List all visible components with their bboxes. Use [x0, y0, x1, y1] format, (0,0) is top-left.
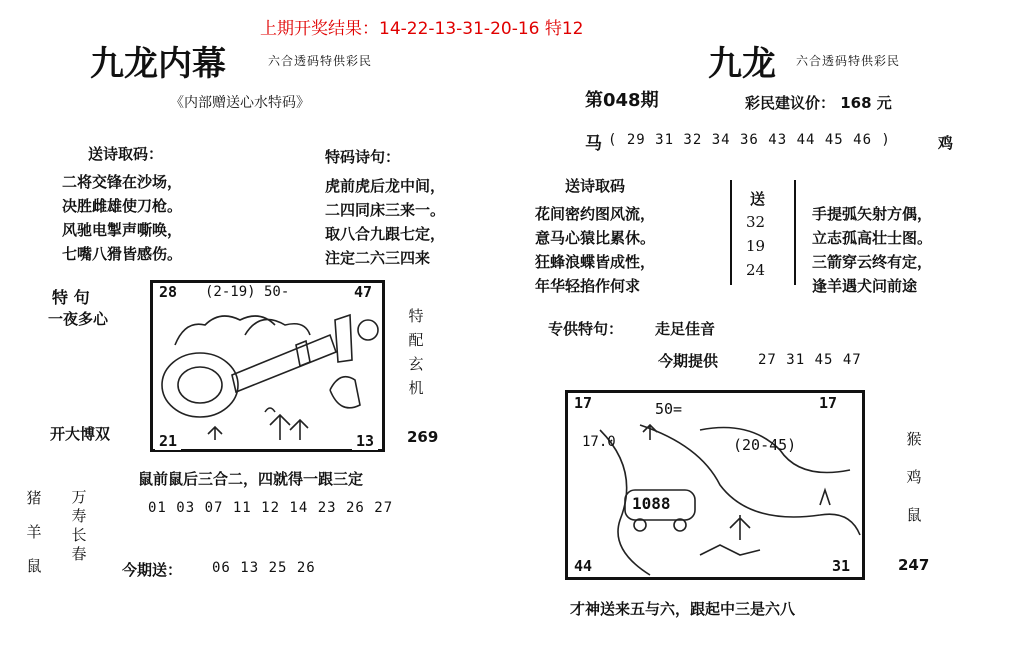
right-zodiac-item: 鼠	[906, 506, 922, 524]
right-today-numbers: 27 31 45 47	[758, 352, 862, 368]
right-poem2-line: 立志孤高壮士图。	[812, 229, 933, 247]
left-special-line: 取八合九跟七定，	[325, 225, 446, 243]
left-zodiac-item: 鼠	[26, 557, 42, 575]
right-zodiac-vertical	[905, 420, 923, 534]
left-special-line: 二四同床三来一。	[325, 201, 446, 219]
left-box-corner-br: 13	[352, 432, 378, 450]
left-today-label: 今期送：	[122, 561, 183, 579]
left-te-ju-text: 一夜多心	[48, 310, 109, 328]
left-title: 九龙内幕	[90, 44, 226, 84]
left-box-corner-bl: 21	[155, 432, 181, 450]
left-box-corner-tr: 47	[350, 283, 376, 301]
right-poem2	[812, 202, 932, 298]
left-poem-line: 七嘴八猾皆感伤。	[62, 245, 183, 263]
right-poem-heading: 送诗取码	[565, 177, 626, 195]
right-poem-line: 花间密约图风流，	[535, 205, 656, 223]
left-wanshou: 万寿长春	[71, 488, 87, 563]
right-poem2-line: 逢羊遇犬问前途	[812, 277, 918, 295]
right-subtitle: 六合透码特供彩民	[796, 54, 901, 68]
right-poem	[535, 202, 655, 298]
right-today-label: 今期提供	[658, 352, 719, 370]
left-zodiac-vertical	[25, 481, 43, 583]
left-te-ju-label: 特 句	[52, 288, 90, 307]
right-box-scribble-3: 17.0	[582, 434, 616, 450]
right-box-corner-tl: 17	[570, 394, 596, 412]
right-picture-box	[565, 390, 865, 580]
left-zodiac-item: 猪	[26, 489, 42, 507]
left-side-vertical: 特配玄机	[408, 307, 424, 397]
right-box-corner-br: 31	[828, 557, 854, 575]
left-special-heading: 特码诗句：	[325, 148, 401, 166]
left-rat-line: 鼠前鼠后三合二，四就得一跟三定	[138, 470, 364, 488]
right-box-corner-tr: 17	[815, 394, 841, 412]
right-box-corner-bl: 44	[570, 557, 596, 575]
right-box-car-number: 1088	[632, 494, 671, 513]
right-song-number: 24	[746, 261, 766, 279]
left-poem-line: 二将交锋在沙场，	[62, 173, 183, 191]
right-special-text: 走足佳音	[655, 320, 716, 338]
left-poem-line: 决胜雌雄使刀枪。	[62, 197, 183, 215]
right-horse-numbers: ( 29 31 32 34 36 43 44 45 46 )	[608, 132, 891, 148]
right-poem-line: 狂蜂浪蝶皆成性，	[535, 253, 656, 271]
left-poem	[62, 170, 182, 266]
right-song-numbers	[746, 210, 765, 282]
right-title: 九龙	[708, 44, 776, 84]
left-special-line: 注定二六三四来	[325, 249, 431, 267]
left-special-poem	[325, 174, 445, 270]
left-kai-da: 开大博双	[50, 425, 111, 443]
left-box-corner-tl: 28	[155, 283, 181, 301]
right-rooster: 鸡	[938, 134, 954, 152]
right-poem-line: 意马心猿比累休。	[535, 229, 656, 247]
left-subtitle: 六合透码特供彩民	[268, 54, 373, 68]
left-today-numbers: 06 13 25 26	[212, 560, 316, 576]
right-box-scribble-1: 50=	[655, 400, 683, 418]
right-price: 彩民建议价： 168 元	[745, 94, 892, 112]
left-special-line: 虎前虎后龙中间，	[325, 177, 446, 195]
right-poem2-line: 手提弧矢射方偶，	[812, 205, 933, 223]
right-poem2-line: 三箭穿云终有定，	[812, 253, 933, 271]
right-side-number: 247	[898, 556, 930, 574]
left-side-number: 269	[407, 428, 439, 446]
right-zodiac-item: 猴	[906, 430, 922, 448]
right-zodiac-item: 鸡	[906, 468, 922, 486]
left-picture-box	[150, 280, 385, 452]
right-song-number: 19	[746, 237, 766, 255]
right-issue: 第048期	[585, 90, 659, 111]
left-zodiac-item: 羊	[26, 523, 42, 541]
right-poem-line: 年华轻掐作何求	[535, 277, 641, 295]
left-tagline: 《内部赠送心水特码》	[170, 95, 310, 111]
right-song-number: 32	[746, 213, 766, 231]
right-footer: 才神送来五与六，跟起中三是六八	[570, 600, 796, 618]
right-box-scribble-2: (20-45)	[733, 436, 797, 454]
right-special-label: 专供特句：	[548, 320, 624, 338]
last-result: 上期开奖结果：14-22-13-31-20-16 特12	[260, 19, 584, 39]
right-horse: 马	[585, 134, 602, 154]
left-numbers: 01 03 07 11 12 14 23 26 27	[148, 500, 394, 516]
right-song-label: 送	[750, 190, 766, 208]
left-poem-heading: 送诗取码：	[88, 145, 164, 163]
left-box-scribble: (2-19) 50-	[205, 284, 290, 300]
left-poem-line: 风驰电掣声嘶唤，	[62, 221, 183, 239]
